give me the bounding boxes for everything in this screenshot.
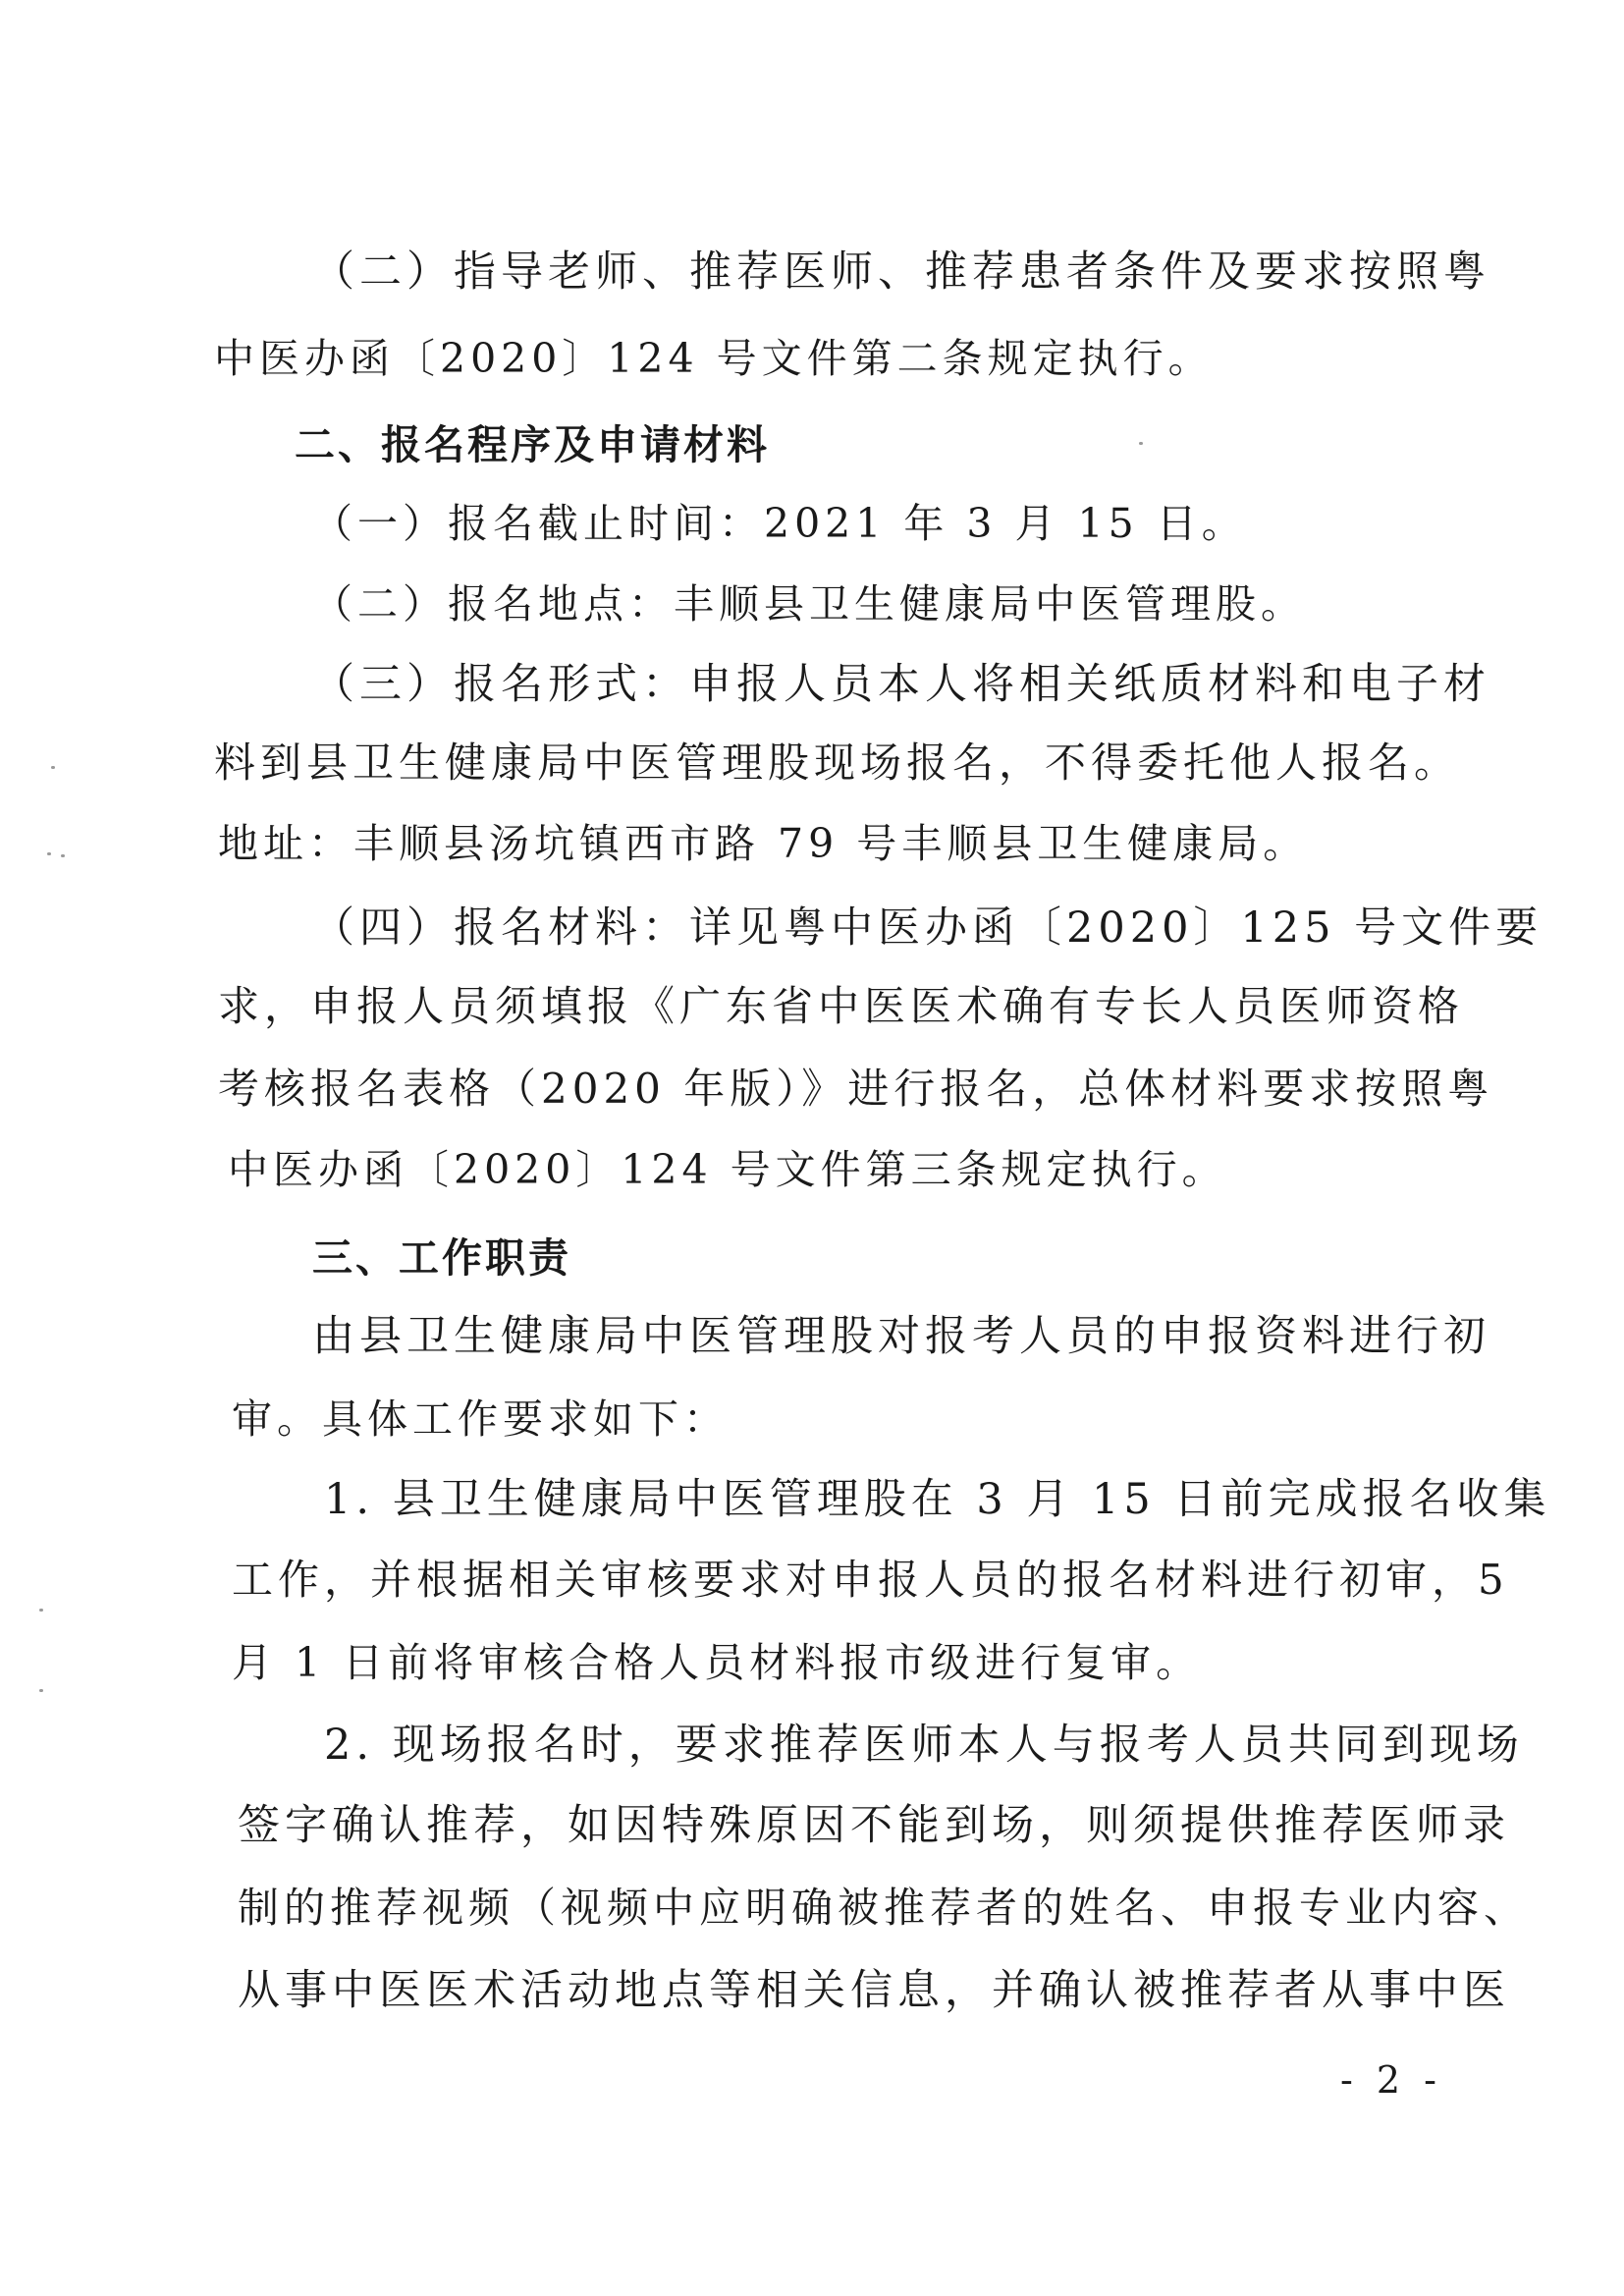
scan-speck <box>1139 442 1143 445</box>
paragraph-line: 签字确认推荐，如因特殊原因不能到场，则须提供推荐医师录 <box>238 1801 1510 1850</box>
scan-speck <box>61 854 65 857</box>
paragraph-line: （二）报名地点：丰顺县卫生健康局中医管理股。 <box>312 580 1306 628</box>
paragraph-line: （三）报名形式：申报人员本人将相关纸质材料和电子材 <box>312 660 1490 709</box>
paragraph-line: 从事中医医术活动地点等相关信息，并确认被推荐者从事中医 <box>238 1966 1510 2015</box>
scan-speck <box>51 766 55 769</box>
paragraph-line: 由县卫生健康局中医管理股对报考人员的申报资料进行初 <box>312 1312 1490 1361</box>
section-heading: 三、工作职责 <box>312 1234 571 1282</box>
scan-speck <box>39 1689 43 1692</box>
paragraph-line: 中医办函〔2020〕124 号文件第三条规定执行。 <box>228 1146 1227 1193</box>
paragraph-line: （二）指导老师、推荐医师、推荐患者条件及要求按照粤 <box>312 247 1490 297</box>
paragraph-line: 考核报名表格（2020 年版）》进行报名，总体材料要求按照粤 <box>218 1065 1494 1113</box>
paragraph-line: 地址：丰顺县汤坑镇西市路 79 号丰顺县卫生健康局。 <box>218 820 1309 867</box>
paragraph-line: 2. 现场报名时，要求推荐医师本人与报考人员共同到现场 <box>324 1721 1524 1770</box>
paragraph-line: 制的推荐视频（视频中应明确被推荐者的姓名、申报专业内容、 <box>238 1884 1531 1932</box>
page-number: - 2 - <box>1340 2058 1443 2102</box>
paragraph-line: （四）报名材料：详见粤中医办函〔2020〕125 号文件要 <box>312 903 1543 953</box>
scan-speck <box>47 852 51 855</box>
section-heading: 二、报名程序及申请材料 <box>295 421 770 468</box>
paragraph-line: 料到县卫生健康局中医管理股现场报名，不得委托他人报名。 <box>214 738 1461 787</box>
paragraph-line: 1. 县卫生健康局中医管理股在 3 月 15 日前完成报名收集 <box>324 1475 1551 1524</box>
paragraph-line: 中医办函〔2020〕124 号文件第二条规定执行。 <box>214 335 1214 382</box>
paragraph-line: 工作，并根据相关审核要求对申报人员的报名材料进行初审，5 <box>232 1556 1509 1604</box>
paragraph-line: 月 1 日前将审核合格人员材料报市级进行复审。 <box>232 1639 1202 1686</box>
paragraph-line: 审。具体工作要求如下： <box>232 1395 729 1443</box>
paragraph-line: 求，申报人员须填报《广东省中医医术确有专长人员医师资格 <box>218 982 1465 1030</box>
paragraph-line: （一）报名截止时间：2021 年 3 月 15 日。 <box>312 500 1247 547</box>
scan-speck <box>39 1609 43 1612</box>
